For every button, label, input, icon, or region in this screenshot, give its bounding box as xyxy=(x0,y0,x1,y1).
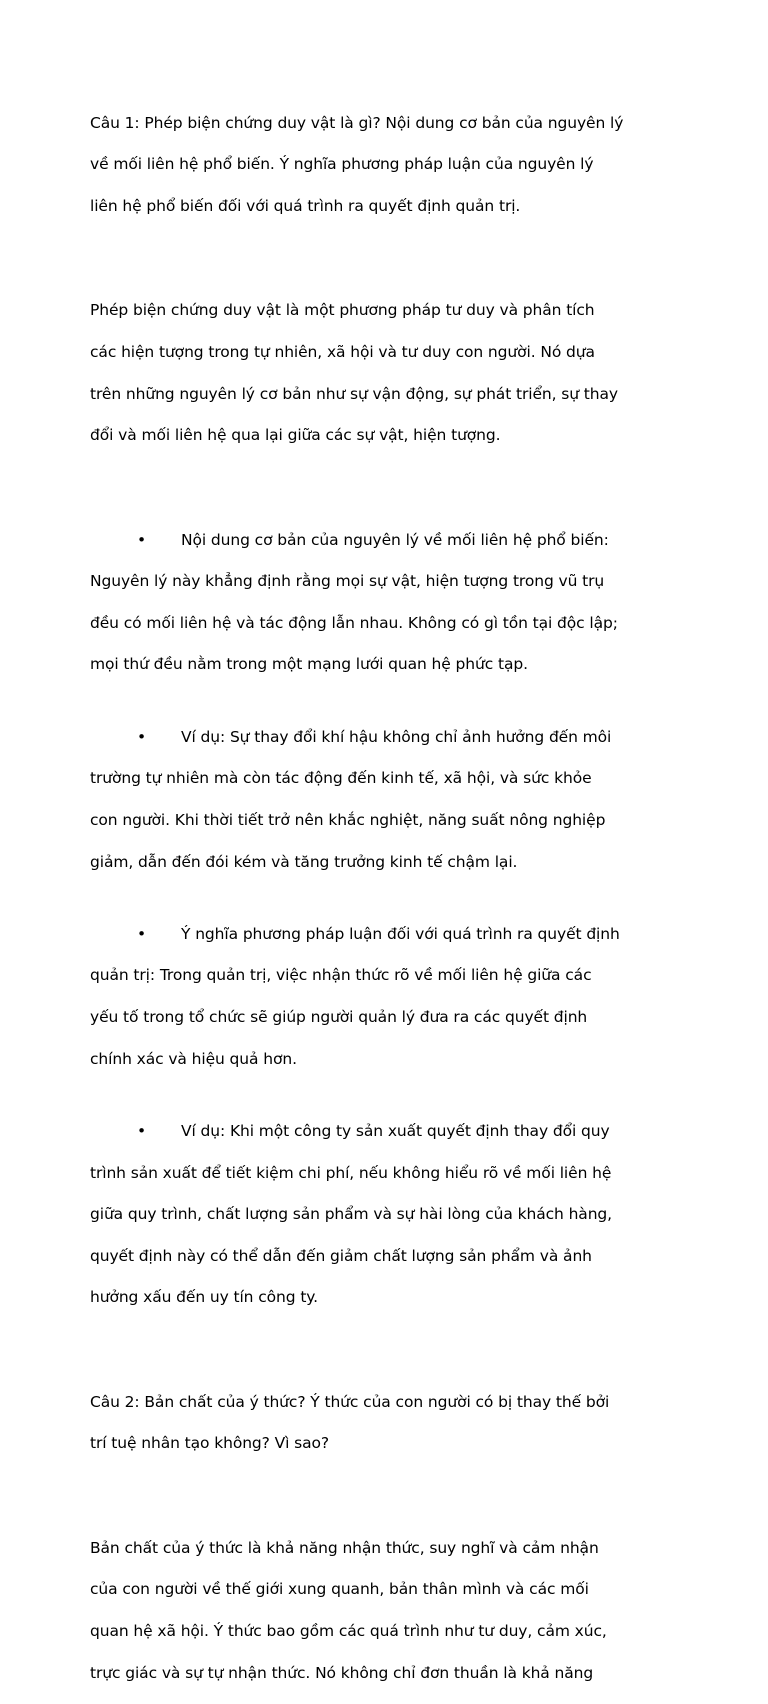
spacer xyxy=(90,1475,690,1517)
text-line: hưởng xấu đến uy tín công ty. xyxy=(90,1288,318,1307)
spacer xyxy=(90,1339,690,1371)
text-line: trường tự nhiên mà còn tác động đến kinh tế, xã hội, và sức khỏe xyxy=(90,769,592,788)
document-page xyxy=(90,92,690,1704)
bullet-first-line xyxy=(90,530,690,551)
bullet-text: Ví dụ: Sự thay đổi khí hậu không chỉ ảnh hưởng đến môi xyxy=(181,727,612,746)
text-line: trí tuệ nhân tạo không? Vì sao? xyxy=(90,1434,330,1453)
bullet-first-line xyxy=(90,727,690,748)
spacer xyxy=(90,238,690,280)
text-line: đổi và mối liên hệ qua lại giữa các sự vật, hiện tượng. xyxy=(90,426,501,445)
question-1-title xyxy=(90,92,690,238)
bullet-icon: • xyxy=(137,727,147,746)
text-line: Câu 1: Phép biện chứng duy vật là gì? Nội dung cơ bản của nguyên lý xyxy=(90,113,624,132)
text-line: Nguyên lý này khẳng định rằng mọi sự vật, hiện tượng trong vũ trụ xyxy=(90,572,605,591)
bullet-item xyxy=(90,903,690,1090)
text-line: Phép biện chứng duy vật là một phương pháp tư duy và phân tích xyxy=(90,301,595,320)
text-line: về mối liên hệ phổ biến. Ý nghĩa phương pháp luận của nguyên lý xyxy=(90,155,594,174)
text-line: Bản chất của ý thức là khả năng nhận thức, suy nghĩ và cảm nhận xyxy=(90,1538,599,1557)
text-line: của con người về thế giới xung quanh, bản thân mình và các mối xyxy=(90,1580,589,1599)
text-line: quan hệ xã hội. Ý thức bao gồm các quá trình như tư duy, cảm xúc, xyxy=(90,1622,607,1640)
text-line: quản trị: Trong quản trị, việc nhận thức rõ về mối liên hệ giữa các xyxy=(90,966,592,985)
bullet-first-line xyxy=(90,924,690,945)
text-line: giảm, dẫn đến đói kém và tăng trưởng kinh tế chậm lại. xyxy=(90,852,518,871)
text-line: liên hệ phổ biến đối với quá trình ra quyết định quản trị. xyxy=(90,196,521,215)
text-line: trên những nguyên lý cơ bản như sự vận động, sự phát triển, sự thay xyxy=(90,384,618,403)
text-line: trực giác và sự tự nhận thức. Nó không chỉ đơn thuần là khả năng xyxy=(90,1663,594,1682)
bullet-item xyxy=(90,509,690,696)
text-line: giữa quy trình, chất lượng sản phẩm và sự hài lòng của khách hàng, xyxy=(90,1205,612,1224)
text-line: chính xác và hiệu quả hơn. xyxy=(90,1049,297,1068)
question-2-title xyxy=(90,1371,690,1475)
bullet-text: Nội dung cơ bản của nguyên lý về mối liên hệ phổ biến: xyxy=(181,530,609,549)
text-line: con người. Khi thời tiết trở nên khắc nghiệt, năng suất nông nghiệp xyxy=(90,810,606,829)
text-line: đều có mối liên hệ và tác động lẫn nhau. Không có gì tồn tại độc lập; xyxy=(90,613,618,632)
question-1-answer xyxy=(90,280,690,467)
spacer xyxy=(90,467,690,509)
bullet-icon: • xyxy=(137,924,147,943)
bullet-item xyxy=(90,706,690,893)
question-2-answer xyxy=(90,1517,690,1704)
text-line: Câu 2: Bản chất của ý thức? Ý thức của con người có bị thay thế bởi xyxy=(90,1392,610,1411)
bullet-text: Ví dụ: Khi một công ty sản xuất quyết định thay đổi quy xyxy=(181,1122,610,1141)
bullet-icon: • xyxy=(137,530,147,549)
bullet-text: Ý nghĩa phương pháp luận đối với quá trình ra quyết định xyxy=(181,924,620,943)
text-line: các hiện tượng trong tự nhiên, xã hội và tư duy con người. Nó dựa xyxy=(90,342,595,361)
bullet-item xyxy=(90,1100,690,1329)
text-line: yếu tố trong tổ chức sẽ giúp người quản lý đưa ra các quyết định xyxy=(90,1008,588,1027)
text-line: quyết định này có thể dẫn đến giảm chất lượng sản phẩm và ảnh xyxy=(90,1246,592,1265)
text-line: trình sản xuất để tiết kiệm chi phí, nếu không hiểu rõ về mối liên hệ xyxy=(90,1163,612,1182)
bullet-icon: • xyxy=(137,1122,147,1141)
bullet-first-line xyxy=(90,1121,690,1142)
text-line: mọi thứ đều nằm trong một mạng lưới quan hệ phức tạp. xyxy=(90,655,528,674)
